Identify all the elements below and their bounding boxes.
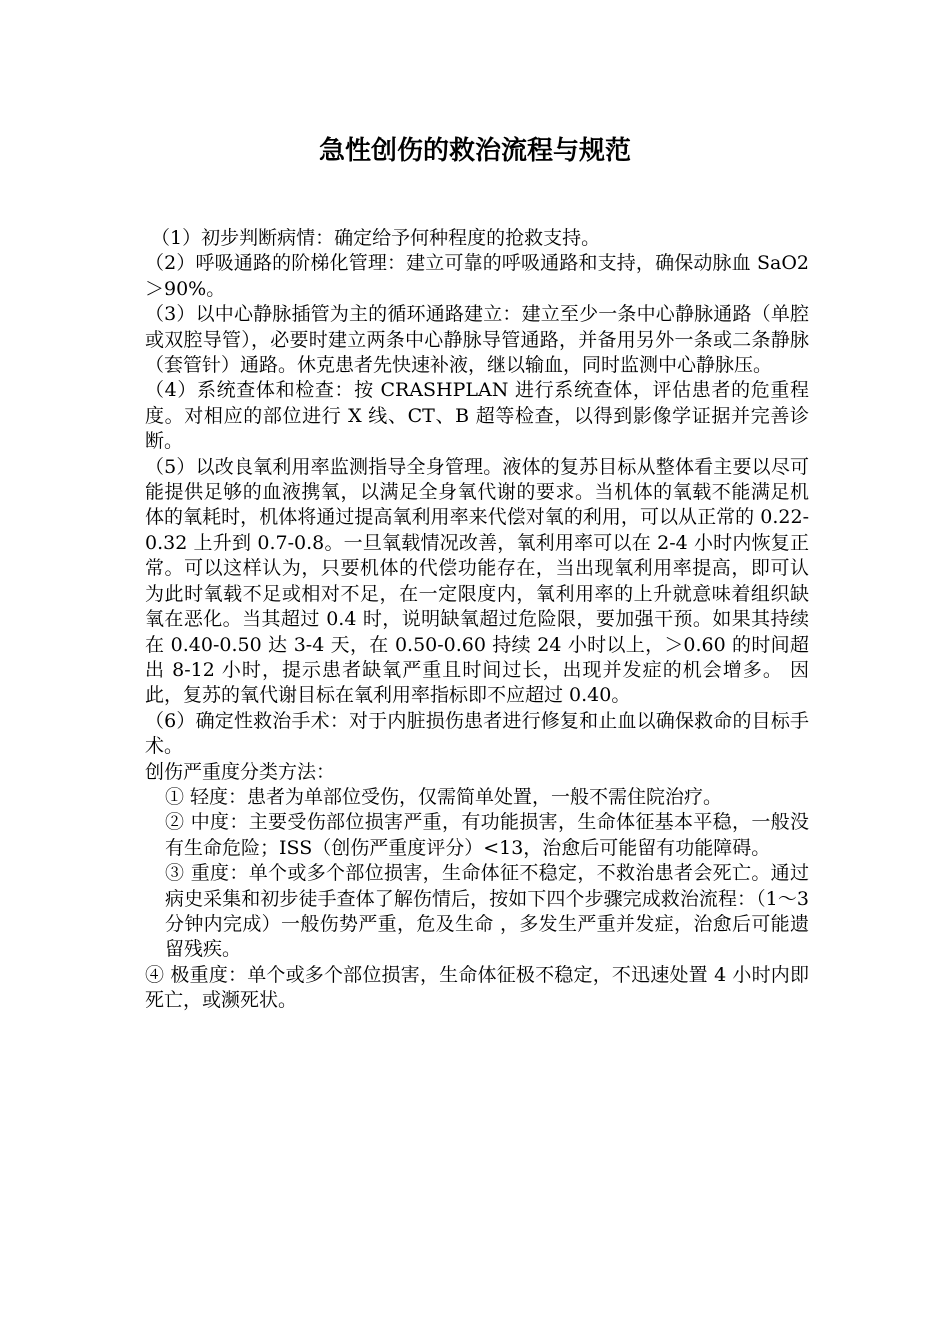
paragraph-severity-mild: ① 轻度：患者为单部位受伤，仅需简单处置，一般不需住院治疗。 <box>165 785 723 808</box>
document-body <box>145 226 809 1014</box>
paragraph-severity-classification-heading: 创伤严重度分类方法： <box>145 760 336 783</box>
paragraph-initial-assessment: （1）初步判断病情：确定给予何种程度的抢救支持。 <box>151 227 601 249</box>
paragraph-systematic-exam: （4）系统查体和检查：按 CRASHPLAN 进行系统查体，评估患者的危重程度。对相应的部位进行 X 线、CT、B 超等检查，以得到影像学证据并完善诊断。 <box>145 379 809 453</box>
paragraph-definitive-surgery: （6）确定性救治手术：对于内脏损伤患者进行修复和止血以确保救命的目标手术。 <box>145 709 809 758</box>
paragraph-airway-management: （2）呼吸通路的阶梯化管理：建立可靠的呼吸通路和支持，确保动脉血 SaO2＞90%。 <box>145 252 809 300</box>
document-title: 急性创伤的救治流程与规范 <box>318 136 631 166</box>
paragraph-severity-moderate: ② 中度：主要受伤部位损害严重，有功能损害，生命体征基本平稳，一般没有生命危险；ISS（创伤严重度评分）<13，治愈后可能留有功能障碍。 <box>165 811 809 859</box>
paragraph-severity-severe: ③ 重度：单个或多个部位损害，生命体征不稳定，不救治患者会死亡。通过病史采集和初步徒手查体了解伤情后，按如下四个步骤完成救治流程：（1～3 分钟内完成）一般伤势严重，危及生命 ，多发生严重并发症，治愈后可能遗留残疾。 <box>165 862 809 961</box>
paragraph-severity-critical: ④ 极重度：单个或多个部位损害，生命体征极不稳定，不迅速处置 4 小时内即死亡，或濒死状。 <box>145 963 809 1012</box>
paragraph-oxygen-utilization: （5）以改良氧利用率监测指导全身管理。液体的复苏目标从整体看主要以尽可能提供足够的血液携氧，以满足全身氧代谢的要求。当机体的氧载不能满足机体的氧耗时，机体将通过提高氧利用率来代偿对氧的利用，可以从正常的 0.22-0.32 上升到 0.7-0.8。一旦氧载情况改善，氧利用率可以在 2-4 小时内恢复正常。可以这样认为，只要机体的代偿功能存在，当出现氧利用率提高，即可认为此时氧载不足或相对不足，在一定限度内，氧利用率的上升就意味着组织缺氧在恶化。当其超过 0.4 时，说明缺氧超过危险限，要加强干预。如果其持续在 0.40-0.50 达 3-4 天，在 0.50-0.60 持续 24 小时以上，＞0.60 的时间超出 8-12 小时，提示患者缺氧严重且时间过长，出现并发症的机会增多。 因此，复苏的氧代谢目标在氧利用率指标即不应超过 0.40。 <box>145 455 809 707</box>
paragraph-circulation-access: （3）以中心静脉插管为主的循环通路建立：建立至少一条中心静脉通路（单腔或双腔导管），必要时建立两条中心静脉导管通路，并备用另外一条或二条静脉（套管针）通路。休克患者先快速补液，继以输血，同时监测中心静脉压。 <box>145 303 809 377</box>
